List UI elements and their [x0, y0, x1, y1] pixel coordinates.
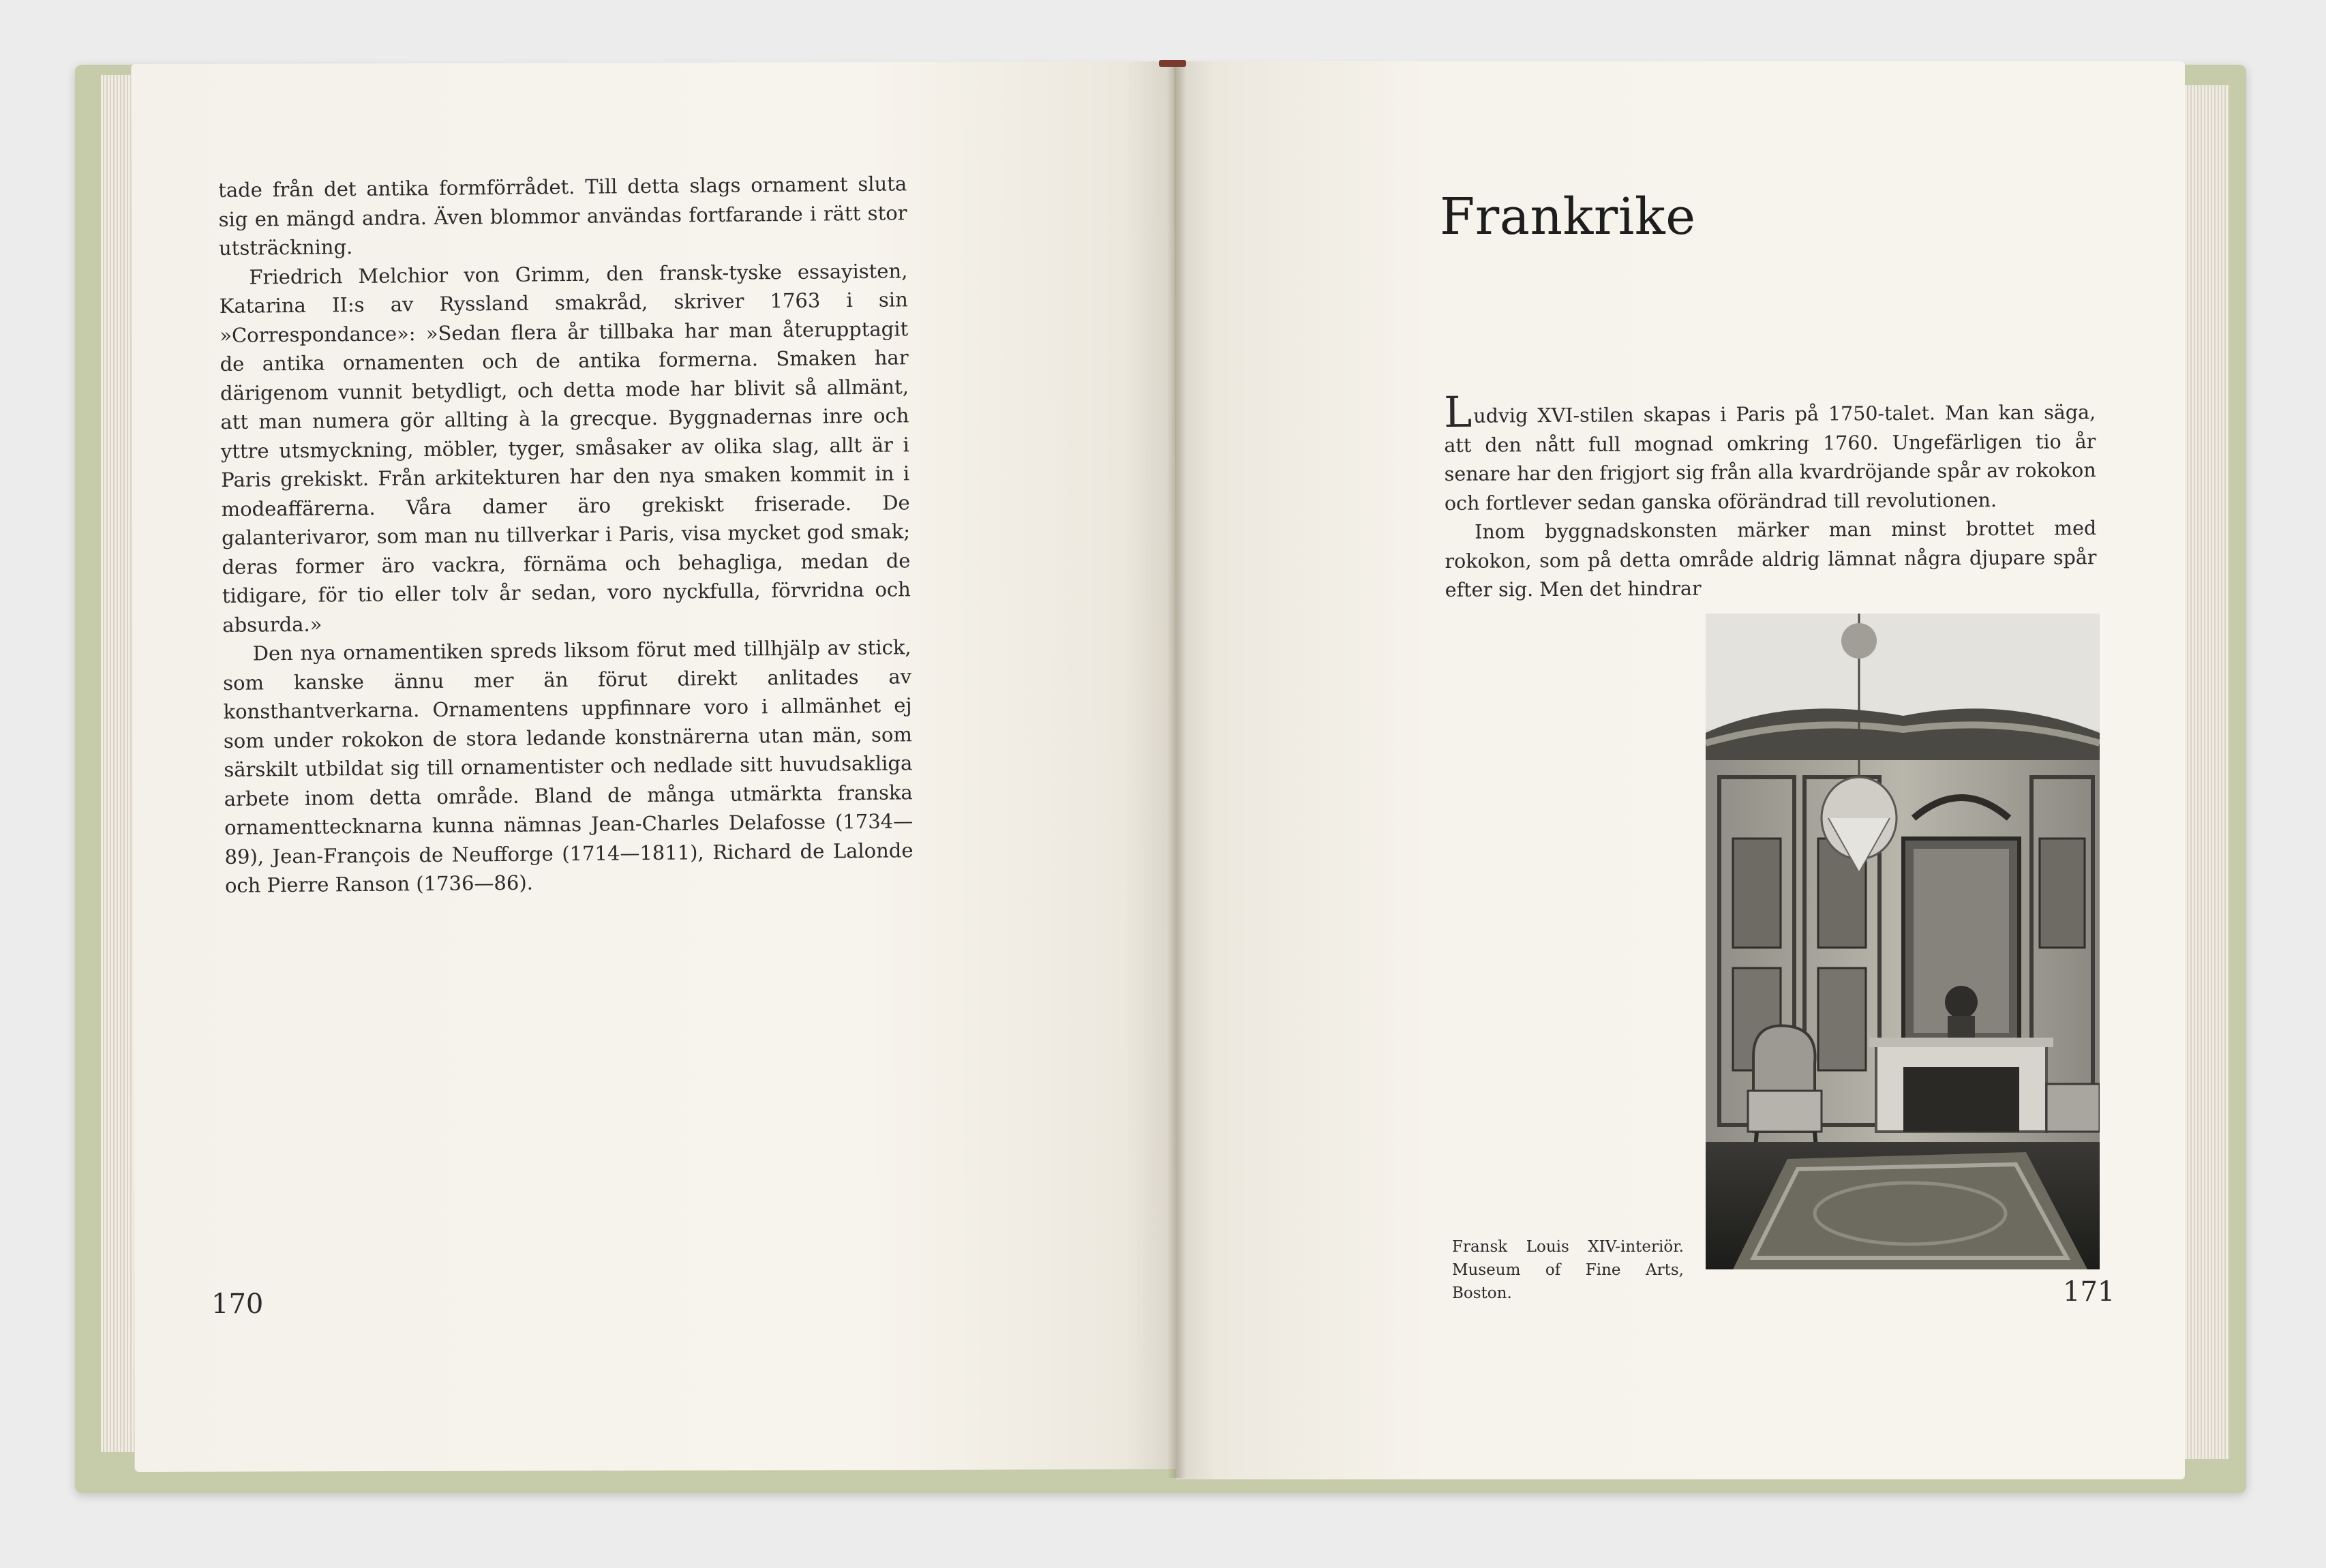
right-paragraph-2: Inom byggnadskonsten märker man minst brottet med rokokon, som på detta område aldrig lämnat några djupare spår efter sig. Men det hindrar: [1445, 517, 2097, 601]
left-paragraph-1: tade från det antika formförrådet. Till detta slags ornament sluta sig en mängd andra. Även blommor användas fortfarande i rätt stor utsträckning.: [218, 172, 907, 260]
drop-cap: L: [1443, 387, 1472, 437]
caption-line-1: Fransk Louis XIV-interiör.: [1452, 1238, 1684, 1256]
page-number-left: 170: [211, 1288, 264, 1320]
caption-line-2: Museum of Fine Arts, Boston.: [1452, 1261, 1684, 1302]
book-gutter: [1167, 60, 1186, 1478]
right-paragraph-1-text: udvig XVI-stilen skapas i Paris på 1750-talet. Man kan säga, att den nått full mognad omkring 1760. Ungefärligen tio år senare har den frigjort sig från alla kvardröjande spår av rokokon och fortlever sedan ganska oförändrad till revolutionen.: [1444, 401, 2096, 515]
interior-photograph: [1706, 614, 2100, 1269]
left-paragraph-3: Den nya ornamentiken spreds liksom förut med tillhjälp av stick, som kanske ännu mer än förut direkt anlitades av konsthantverkarna. Ornamentens uppfinnare voro i allmänhet ej som under rokokon de stora ledande konstnärerna utan män, som särskilt utbildat sig till ornamentister och nedlade sitt huvudsakliga arbete inom detta område. Bland de många utmärkta franska ornamenttecknarna kunna nämnas Jean-Charles Delafosse (1734—89), Jean-François de Neufforge (1714—1811), Richard de Lalonde och Pierre Ranson (1736—86).: [222, 635, 913, 897]
left-page-body: [218, 169, 913, 900]
interior-photo-illustration: [1706, 614, 2100, 1269]
chapter-title: Frankrike: [1440, 187, 1696, 246]
left-paragraph-2: Friedrich Melchior von Grimm, den fransk-tyske essayisten, Katarina II:s av Ryssland smakråd, skriver 1763 i sin »Correspondance»: »Sedan flera år tillbaka har man återupptagit de antika ornamenten och de antika formerna. Smaken har därigenom vunnit betydligt, och detta mode har blivit så allmänt, att man numera gör allting à la grecque. Byggnadernas inre och yttre utsmyckning, möbler, tyger, småsaker av olika slag, allt är i Paris grekiskt. Från arkitekturen har den nya smaken kommit in i modeaffärerna. Våra damer äro grekiskt friserade. De galanterivaror, som man nu tillverkar i Paris, visa mycket god smak; deras former äro vackra, förnäma och behagliga, medan de tidigare, för tio eller tolv år sedan, voro nyckfulla, förvridna och absurda.»: [219, 258, 911, 637]
photo-caption: [1452, 1235, 1684, 1305]
page-number-right: 171: [2063, 1276, 2115, 1308]
right-page-body: [1443, 387, 2097, 605]
right-paragraph-1: [1443, 387, 2096, 518]
spine-headband: [1159, 60, 1186, 67]
